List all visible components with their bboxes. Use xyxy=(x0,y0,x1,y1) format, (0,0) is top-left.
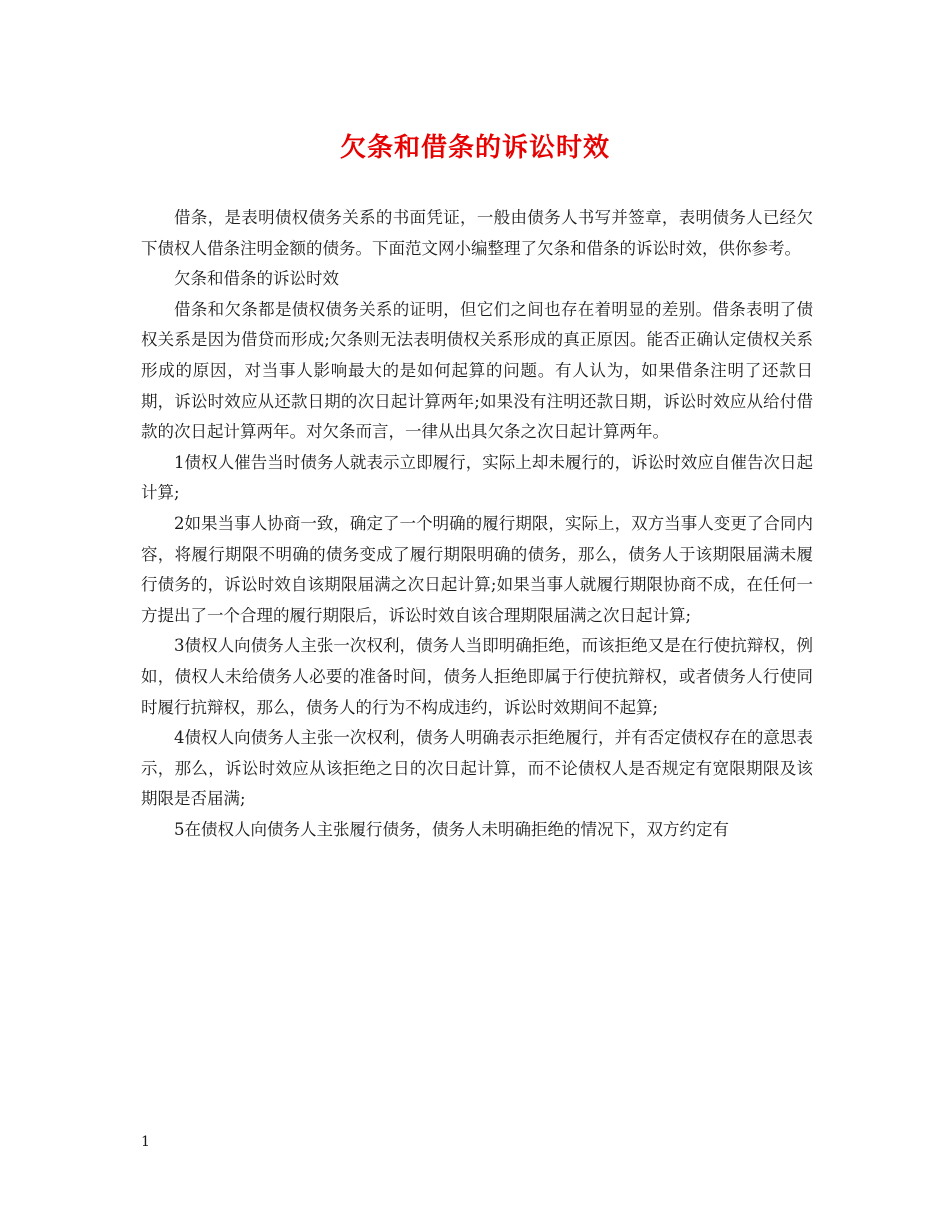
paragraph-item-3: 3债权人向债务人主张一次权利，债务人当即明确拒绝，而该拒绝又是在行使抗辩权，例如，债权人未给债务人必要的准备时间，债务人拒绝即属于行使抗辩权，或者债务人行使同时履行抗辩权，那么，债务人的行为不构成违约，诉讼时效期间不起算; xyxy=(141,636,813,717)
document-title: 欠条和借条的诉讼时效 xyxy=(339,133,610,163)
page-number: 1 xyxy=(141,1134,150,1150)
paragraph-item-2: 2如果当事人协商一致，确定了一个明确的履行期限，实际上，双方当事人变更了合同内容，将履行期限不明确的债务变成了履行期限明确的债务，那么，债务人于该期限届满未履行债务的，诉讼时效自该期限届满之次日起计算;如果当事人就履行期限协商不成，在任何一方提出了一个合理的履行期限后，诉讼时效自该合理期限届满之次日起计算; xyxy=(141,513,813,625)
paragraph-intro: 借条，是表明债权债务关系的书面凭证，一般由债务人书写并签章，表明债务人已经欠下债权人借条注明金额的债务。下面范文网小编整理了欠条和借条的诉讼时效，供你参考。 xyxy=(141,208,813,258)
document-body xyxy=(141,203,813,845)
paragraph-subheading: 欠条和借条的诉讼时效 xyxy=(174,269,339,289)
paragraph-item-4: 4债权人向债务人主张一次权利，债务人明确表示拒绝履行，并有否定债权存在的意思表示，那么，诉讼时效应从该拒绝之日的次日起计算，而不论债权人是否规定有宽限期限及该期限是否届满; xyxy=(141,728,813,809)
paragraph-item-5: 5在债权人向债务人主张履行债务，债务人未明确拒绝的情况下，双方约定有 xyxy=(174,819,729,839)
paragraph-difference: 借条和欠条都是债权债务关系的证明，但它们之间也存在着明显的差别。借条表明了债权关系是因为借贷而形成;欠条则无法表明债权关系形成的真正原因。能否正确认定债权关系形成的原因，对当事人影响最大的是如何起算的问题。有人认为，如果借条注明了还款日期，诉讼时效应从还款日期的次日起计算两年;如果没有注明还款日期，诉讼时效应从给付借款的次日起计算两年。对欠条而言，一律从出具欠条之次日起计算两年。 xyxy=(141,299,813,442)
paragraph-item-1: 1债权人催告当时债务人就表示立即履行，实际上却未履行的，诉讼时效应自催告次日起计算; xyxy=(141,452,813,503)
